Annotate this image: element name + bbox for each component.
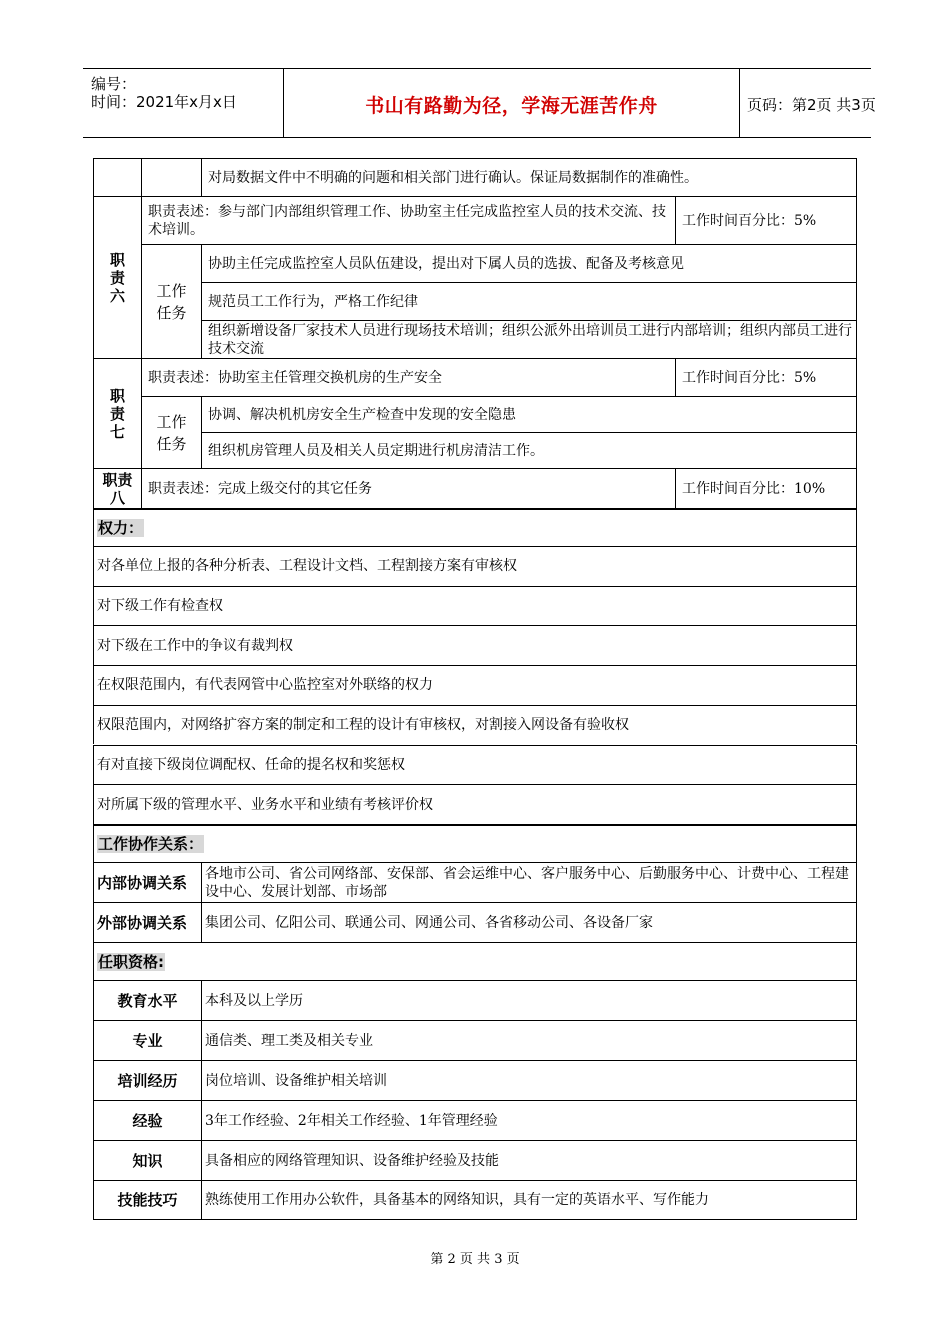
qualification-value-cell	[201, 1140, 857, 1180]
duty8-percent: 工作时间百分比：10%	[682, 480, 826, 497]
duty8-statement: 职责表述：完成上级交付的其它任务	[148, 480, 372, 497]
duty6-task-label-cell	[141, 244, 201, 358]
carry-over-task-cell	[141, 158, 201, 196]
duty6-task-1	[201, 244, 857, 282]
duty6-label-cell	[93, 196, 141, 358]
authority-item	[93, 784, 857, 824]
qualification-value: 3年工作经验、2年相关工作经验、1年管理经验	[205, 1112, 498, 1129]
relations-section-header	[93, 824, 857, 862]
document-number: 编号：	[91, 75, 137, 93]
authority-item-text: 权限范围内，对网络扩容方案的制定和工程的设计有审核权，对割接入网设备有验收权	[97, 717, 629, 734]
duty6-statement: 职责表述：参与部门内部组织管理工作、协助室主任完成监控室人员的技术交流、技术培训。	[148, 203, 666, 238]
internal-relations-value-cell	[201, 862, 857, 902]
duty7-task-1	[201, 396, 857, 432]
qualification-label: 经验	[132, 1111, 163, 1130]
qualification-label-cell	[93, 1100, 201, 1140]
duty6-task-1-text: 协助主任完成监控室人员队伍建设，提出对下属人员的选拔、配备及考核意见	[208, 255, 684, 272]
duty7-label-cell	[93, 358, 141, 468]
authority-item-text: 对各单位上报的各种分析表、工程设计文档、工程割接方案有审核权	[97, 558, 517, 575]
external-relations-label-cell	[93, 902, 201, 942]
qualification-label-cell	[93, 1060, 201, 1100]
qualification-value: 通信类、理工类及相关专业	[205, 1032, 373, 1049]
internal-relations-label: 内部协调关系	[97, 873, 188, 892]
duty8-percent-cell	[675, 468, 857, 508]
internal-relations-label-cell	[93, 862, 201, 902]
duty8-label-cell	[93, 468, 141, 508]
duty6-statement-cell	[141, 196, 675, 244]
qualification-value-cell	[201, 1100, 857, 1140]
duty7-statement: 职责表述：协助室主任管理交换机房的生产安全	[148, 369, 442, 386]
authority-item-text: 有对直接下级岗位调配权、任命的提名权和奖惩权	[97, 756, 405, 773]
authority-item	[93, 546, 857, 586]
qualification-label: 教育水平	[117, 991, 178, 1010]
qualification-label: 专业	[132, 1031, 163, 1050]
duty6-task-label: 工作任务	[156, 281, 187, 322]
header-page-cell	[739, 69, 876, 137]
qualification-value-cell	[201, 1180, 857, 1220]
qualification-value-cell	[201, 1020, 857, 1060]
authority-item-text: 对所属下级的管理水平、业务水平和业绩有考核评价权	[97, 796, 433, 813]
authority-item	[93, 705, 857, 745]
carry-over-text: 对局数据文件中不明确的问题和相关部门进行确认。保证局数据制作的准确性。	[208, 169, 698, 186]
qualification-label-cell	[93, 1140, 201, 1180]
duty7-task-2	[201, 432, 857, 468]
duty8-label: 职责八	[102, 470, 133, 507]
authority-item	[93, 745, 857, 785]
duty6-percent-cell	[675, 196, 857, 244]
job-description-table	[93, 158, 857, 1220]
qualification-label: 培训经历	[117, 1071, 178, 1090]
duty7-task-1-text: 协调、解决机机房安全生产检查中发现的安全隐患	[208, 406, 516, 423]
external-relations-value-cell	[201, 902, 857, 942]
qualification-value: 熟练使用工作用办公软件，具备基本的网络知识，具有一定的英语水平、写作能力	[205, 1192, 709, 1208]
external-relations-value: 集团公司、亿阳公司、联通公司、网通公司、各省移动公司、各设备厂家	[205, 914, 653, 931]
duty7-task-label: 工作任务	[156, 412, 187, 453]
duty6-task-3	[201, 320, 857, 358]
duty7-statement-cell	[141, 358, 675, 396]
authority-title: 权力：	[98, 519, 144, 537]
qualification-value: 具备相应的网络管理知识、设备维护经验及技能	[205, 1152, 499, 1169]
qualification-label: 知识	[132, 1151, 163, 1170]
header-motto: 书山有路勤为径，学海无涯苦作舟	[365, 95, 658, 117]
duty6-percent: 工作时间百分比：5%	[682, 212, 817, 229]
qualification-value-cell	[201, 1060, 857, 1100]
authority-section-header	[93, 508, 857, 546]
authority-item-text: 对下级在工作中的争议有裁判权	[97, 637, 293, 654]
carry-over-task	[201, 158, 857, 196]
header-motto-cell	[283, 69, 740, 137]
duty8-statement-cell	[141, 468, 675, 508]
duty7-task-2-text: 组织机房管理人员及相关人员定期进行机房清洁工作。	[208, 442, 544, 459]
authority-item	[93, 586, 857, 626]
duty6-task-3-text: 组织新增设备厂家技术人员进行现场技术培训；组织公派外出培训员工进行内部培训；组织内部员工进行技术交流	[208, 322, 852, 357]
page-header	[83, 68, 876, 138]
qualification-value: 本科及以上学历	[205, 992, 303, 1009]
qualification-value: 岗位培训、设备维护相关培训	[205, 1072, 387, 1089]
header-meta	[83, 69, 283, 137]
page-footer: 第 2 页 共 3 页	[430, 1252, 520, 1267]
internal-relations-value: 各地市公司、省公司网络部、安保部、省会运维中心、客户服务中心、后勤服务中心、计费中心、工程建设中心、发展计划部、市场部	[205, 865, 849, 900]
qualification-label-cell	[93, 1020, 201, 1060]
qualification-value-cell	[201, 980, 857, 1020]
duty7-label: 职责七	[109, 386, 125, 441]
qualification-label-cell	[93, 1180, 201, 1220]
authority-item-text: 对下级工作有检查权	[97, 598, 223, 615]
qualification-label-cell	[93, 980, 201, 1020]
qualifications-title: 任职资格:	[98, 952, 164, 971]
duty6-task-2	[201, 282, 857, 320]
duty7-task-label-cell	[141, 396, 201, 468]
qualification-label: 技能技巧	[117, 1191, 178, 1209]
authority-item-text: 在权限范围内，有代表网管中心监控室对外联络的权力	[97, 677, 433, 694]
external-relations-label: 外部协调关系	[97, 913, 188, 932]
qualifications-section-header	[93, 942, 857, 980]
duty7-percent: 工作时间百分比：5%	[682, 369, 817, 386]
duty6-task-2-text: 规范员工工作行为，严格工作纪律	[208, 293, 418, 310]
duty7-percent-cell	[675, 358, 857, 396]
duty6-label: 职责六	[109, 250, 125, 305]
carry-over-label-cell	[93, 158, 141, 196]
authority-item	[93, 665, 857, 705]
document-date: 时间：2021年x月x日	[91, 93, 237, 111]
authority-item	[93, 625, 857, 665]
relations-title: 工作协作关系：	[98, 835, 204, 853]
header-page-number: 页码：第2页 共3页	[747, 96, 876, 114]
